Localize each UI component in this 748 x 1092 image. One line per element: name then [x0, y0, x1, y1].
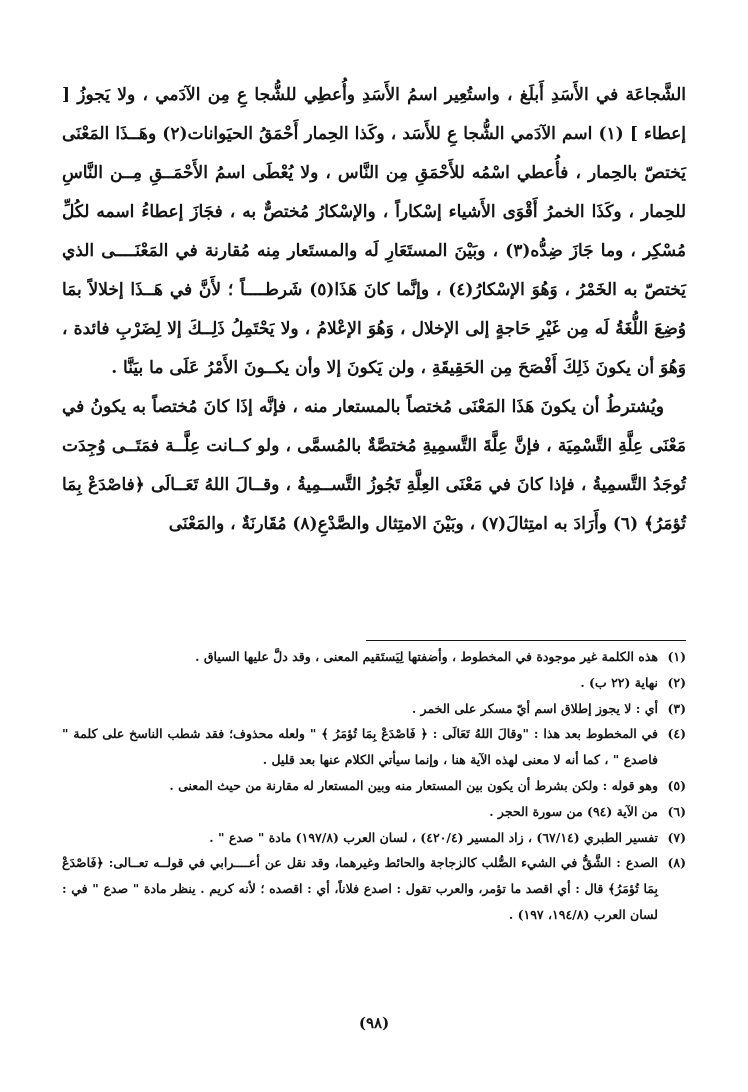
- footnote-text: الصدع : الشَّقُّ في الشيء الصُّلب كالزجاجة والحائط وغيرهما، وقد نقل عن أعــــرابي في قولــه تعــالى: ﴿فَاصْدَعْ بِمَا تُؤمَرُ﴾ قال : أي اقصد ما تؤمر، والعرب تقول : اصدع فلاناً، أي : اقصده ؛ لأنه كريم . ينظر مادة " صدع " في : لسان العرب (١٩٤/٨، ١٩٧) .: [62, 855, 658, 922]
- footnote-number: (٣): [667, 700, 686, 716]
- footnote-item: [62, 670, 686, 696]
- body-paragraph-1: الشَّجاعَة في الأَسَدِ أَبلَغ ، واستُعِير اسمُ الأَسَدِ وأُعطِي للشُّجا عِ مِن الآدَمي ، ولا يَجوزُ [ إعطاء ] (١) اسم الآدَمي الشُّجا عِ للأَسَد ، وكَذا الحِمار أَحْمَقُ الحيَوانات(٢) وهَــذَا المَعْنَى يَختصّ بالحِمار ، فأُعطي اسْمُه للأَحْمَقِ مِن النَّاس ، ولا يُعْطَى اسمُ الأَحْمَــقِ مِــن النَّاسِ للحِمار ، وكَذَا الخمرُ أَقْوَى الأَشياء إسْكاراً ، والإسْكارُ مُختصٌّ به ، فجَازَ إعطاءُ اسمه لكُلِّ مُسْكِر ، وما جَازَ ضِدُّه(٣) ، وبَيْنَ المستَعَارِ لَه والمستَعار مِنه مُقارنة في المَعْنَــــى الذي يَختصّ به الخَمْرُ ، وَهُوَ الإسْكارُ(٤) ، وإنَّما كانَ هَذَا(٥) شَرطــــاً ؛ لأَنَّ في هَــذَا إخلالاً بمَا وُضِعَ اللُّغَةُ لَه مِن غَيْرِ حَاجةٍ إلى الإخلال ، وَهُوَ الإعْلامُ ، ولا يَحْتَمِلُ ذَلِــكَ إلا لِضَرْبِ فائدة ، وَهُوَ أن يكونَ ذَلِكَ أَفْصَحَ مِن الحَقِيقَةِ ، ولن يَكونَ إلا وأن يكــونَ الأَمْرُ عَلَى ما بيَنَّا .: [62, 85, 686, 378]
- footnote-number: (٨): [667, 855, 686, 871]
- footnote-text: في المخطوط بعد هذا : "وقالَ اللهُ تَعَالَى : ﴿ فَاصْدَعْ بِمَا تُؤمَرُ ﴾ " ولعله محذوف؛ فقد شطب الناسخ على كلمة " فاصدع " ، كما أنه لا معنى لهذه الآية هنا ، وإنما سيأتي الكلام عنها بعد قليل .: [62, 726, 658, 768]
- footnote-text: نهاية (٢٢ ب) .: [580, 674, 658, 690]
- footnote-number: (٤): [667, 726, 686, 742]
- footnote-separator: [366, 640, 686, 641]
- footnote-text: وهو قوله : ولكن بشرط أن يكون بين المستعار منه وبين المستعار له مقارنة من حيث المعنى .: [169, 777, 658, 793]
- footnote-item: [62, 799, 686, 825]
- body-paragraph-2: ويُشترطُ أن يكونَ هَذَا المَعْنَى مُختصاً بالمستعار منه ، فإنَّه إذَا كانَ مُختصاً به يكونُ في مَعْنَى عِلَّةِ التَّسْمِيَة ، فإنَّ عِلَّةَ التَّسمِيةِ مُختصَّةٌ بالمُسمَّى ، ولو كــانت عِلَّــة فمَتَــى وُجِدَت تُوجَدُ التَّسمِيةُ ، فإذا كانَ في مَعْنَى العِلَّةِ تَجُوزُ التَّســمِيةُ ، وقــالَ اللهُ تَعَــالَى ﴿فاصْدَعْ بِمَا تُؤمَرُ﴾ (٦) وأَرَادَ به امتِثالَ(٧) ، وبَيْنَ الامتِثال والصَّدْعِ(٨) مُقَارنَةٌ ، والمَعْنَى: [62, 397, 686, 534]
- main-text: [62, 76, 686, 544]
- footnote-text: من الآية (٩٤) من سورة الحجر .: [489, 803, 658, 819]
- footnote-number: (١): [667, 649, 686, 664]
- footnote-text: أي : لا يجوز إطلاق اسم أيّ مسكر على الخمر .: [411, 700, 658, 716]
- page-number: (٩٨): [358, 1014, 390, 1032]
- footnote-item: [62, 825, 686, 851]
- footnotes: [62, 644, 686, 928]
- footnote-number: (٢): [667, 674, 686, 690]
- footnote-text: هذه الكلمة غير موجودة في المخطوط ، وأضفتها لِيَستَقيم المعنى ، وقد دلَّ عليها السياق .: [195, 649, 658, 664]
- footnote-item: [62, 773, 686, 799]
- footnote-item: [62, 644, 686, 670]
- footnote-item: [62, 721, 686, 773]
- footnote-item: [62, 850, 686, 927]
- footnote-number: (٦): [667, 803, 686, 819]
- footnote-text: تفسير الطبري (٦٧/١٤) ، زاد المسير (٤٢٠/٤) ، لسان العرب (١٩٧/٨) مادة " صدع " .: [209, 829, 658, 845]
- footnote-number: (٧): [667, 829, 686, 845]
- footnote-item: [62, 696, 686, 722]
- footnote-number: (٥): [667, 777, 686, 793]
